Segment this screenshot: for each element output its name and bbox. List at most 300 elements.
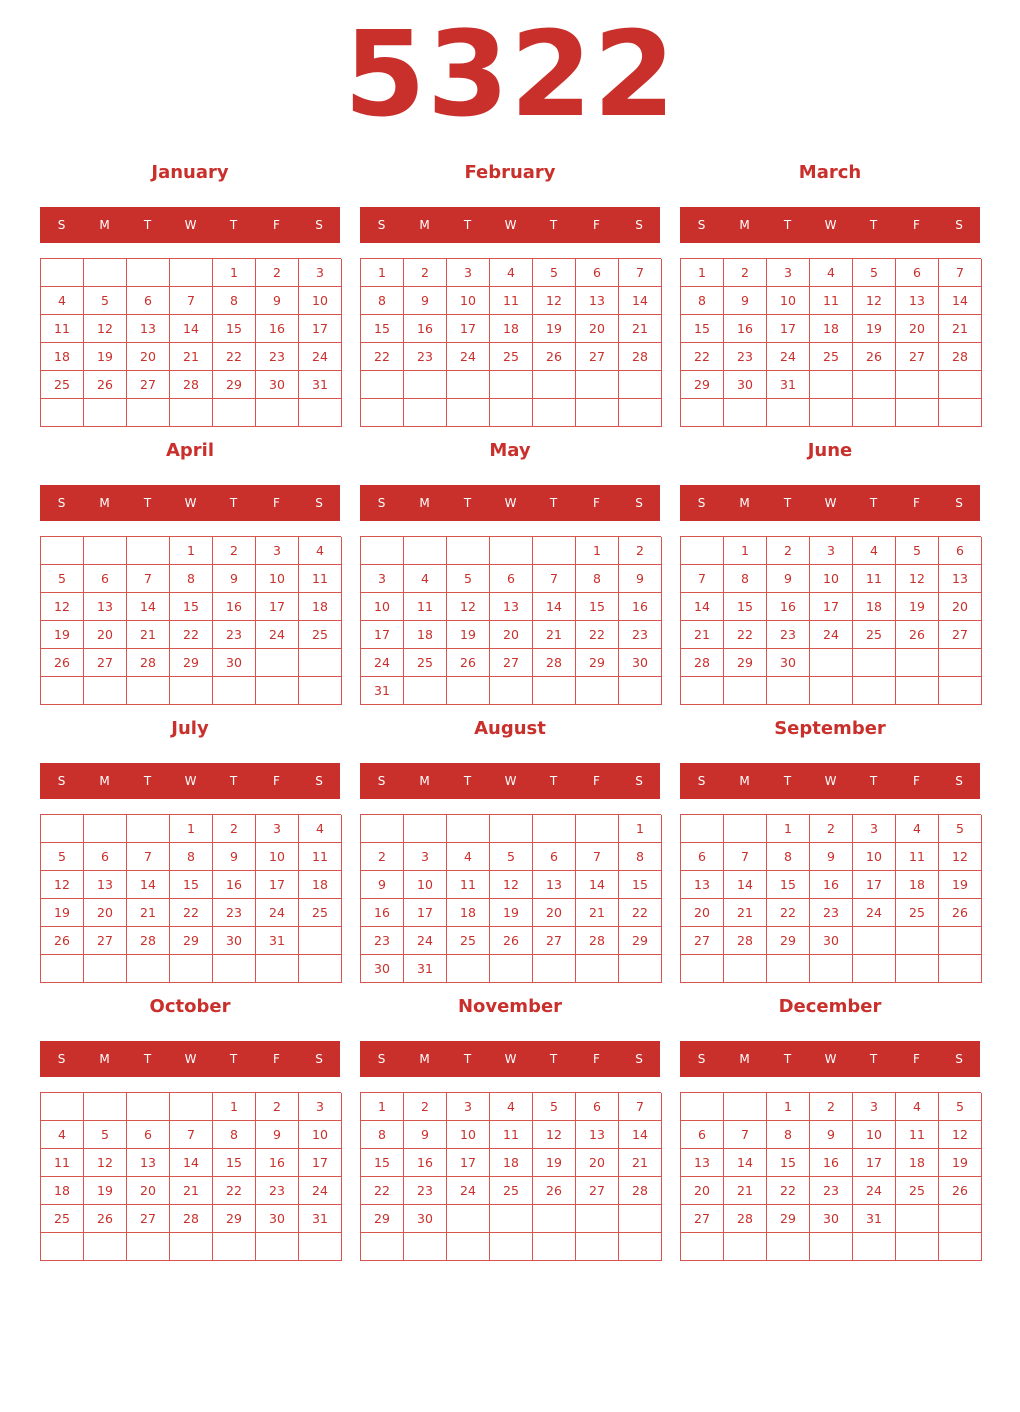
day-cell[interactable]: 12 — [490, 871, 533, 899]
day-cell[interactable]: 9 — [810, 843, 853, 871]
day-cell[interactable]: 4 — [853, 537, 896, 565]
day-cell[interactable]: 3 — [404, 843, 447, 871]
day-cell[interactable]: 26 — [853, 343, 896, 371]
day-cell[interactable]: 26 — [84, 371, 127, 399]
day-cell[interactable]: 22 — [170, 621, 213, 649]
day-cell[interactable]: 16 — [404, 315, 447, 343]
day-cell[interactable]: 12 — [533, 1121, 576, 1149]
day-cell[interactable]: 9 — [256, 1121, 299, 1149]
day-cell[interactable]: 29 — [361, 1205, 404, 1233]
day-cell[interactable]: 14 — [127, 871, 170, 899]
day-cell[interactable]: 16 — [404, 1149, 447, 1177]
day-cell[interactable]: 8 — [576, 565, 619, 593]
day-cell[interactable]: 14 — [170, 315, 213, 343]
day-cell[interactable]: 31 — [361, 677, 404, 705]
day-cell[interactable]: 26 — [533, 343, 576, 371]
day-cell[interactable]: 10 — [447, 287, 490, 315]
day-cell[interactable]: 21 — [533, 621, 576, 649]
day-cell[interactable]: 13 — [576, 287, 619, 315]
day-cell[interactable]: 17 — [361, 621, 404, 649]
day-cell[interactable]: 12 — [939, 843, 982, 871]
day-cell[interactable]: 23 — [767, 621, 810, 649]
day-cell[interactable]: 15 — [170, 871, 213, 899]
day-cell[interactable]: 11 — [490, 1121, 533, 1149]
day-cell[interactable]: 7 — [724, 1121, 767, 1149]
day-cell[interactable]: 24 — [299, 1177, 342, 1205]
day-cell[interactable]: 17 — [404, 899, 447, 927]
day-cell[interactable]: 2 — [256, 259, 299, 287]
day-cell[interactable]: 21 — [681, 621, 724, 649]
day-cell[interactable]: 20 — [84, 899, 127, 927]
day-cell[interactable]: 25 — [299, 621, 342, 649]
day-cell[interactable]: 5 — [490, 843, 533, 871]
day-cell[interactable]: 11 — [896, 843, 939, 871]
day-cell[interactable]: 11 — [447, 871, 490, 899]
day-cell[interactable]: 1 — [213, 1093, 256, 1121]
day-cell[interactable]: 6 — [896, 259, 939, 287]
day-cell[interactable]: 23 — [404, 343, 447, 371]
day-cell[interactable]: 9 — [810, 1121, 853, 1149]
day-cell[interactable]: 30 — [213, 927, 256, 955]
day-cell[interactable]: 19 — [939, 1149, 982, 1177]
day-cell[interactable]: 20 — [127, 1177, 170, 1205]
day-cell[interactable]: 21 — [127, 899, 170, 927]
day-cell[interactable]: 24 — [767, 343, 810, 371]
day-cell[interactable]: 6 — [490, 565, 533, 593]
day-cell[interactable]: 19 — [447, 621, 490, 649]
day-cell[interactable]: 2 — [724, 259, 767, 287]
day-cell[interactable]: 22 — [681, 343, 724, 371]
day-cell[interactable]: 20 — [84, 621, 127, 649]
day-cell[interactable]: 24 — [447, 343, 490, 371]
day-cell[interactable]: 27 — [490, 649, 533, 677]
day-cell[interactable]: 24 — [810, 621, 853, 649]
day-cell[interactable]: 30 — [619, 649, 662, 677]
day-cell[interactable]: 2 — [404, 1093, 447, 1121]
day-cell[interactable]: 30 — [213, 649, 256, 677]
day-cell[interactable]: 10 — [404, 871, 447, 899]
day-cell[interactable]: 19 — [853, 315, 896, 343]
day-cell[interactable]: 8 — [767, 843, 810, 871]
day-cell[interactable]: 22 — [576, 621, 619, 649]
day-cell[interactable]: 9 — [767, 565, 810, 593]
day-cell[interactable]: 5 — [84, 1121, 127, 1149]
day-cell[interactable]: 28 — [127, 649, 170, 677]
day-cell[interactable]: 11 — [41, 315, 84, 343]
day-cell[interactable]: 6 — [681, 843, 724, 871]
day-cell[interactable]: 18 — [853, 593, 896, 621]
day-cell[interactable]: 3 — [810, 537, 853, 565]
day-cell[interactable]: 2 — [256, 1093, 299, 1121]
day-cell[interactable]: 12 — [939, 1121, 982, 1149]
day-cell[interactable]: 30 — [810, 1205, 853, 1233]
day-cell[interactable]: 18 — [41, 1177, 84, 1205]
day-cell[interactable]: 9 — [256, 287, 299, 315]
day-cell[interactable]: 31 — [767, 371, 810, 399]
day-cell[interactable]: 9 — [213, 843, 256, 871]
day-cell[interactable]: 22 — [170, 899, 213, 927]
day-cell[interactable]: 16 — [256, 315, 299, 343]
day-cell[interactable]: 5 — [939, 815, 982, 843]
day-cell[interactable]: 17 — [299, 1149, 342, 1177]
day-cell[interactable]: 18 — [490, 1149, 533, 1177]
day-cell[interactable]: 10 — [361, 593, 404, 621]
day-cell[interactable]: 3 — [361, 565, 404, 593]
day-cell[interactable]: 12 — [533, 287, 576, 315]
day-cell[interactable]: 5 — [41, 843, 84, 871]
day-cell[interactable]: 27 — [681, 1205, 724, 1233]
day-cell[interactable]: 19 — [490, 899, 533, 927]
day-cell[interactable]: 3 — [256, 537, 299, 565]
day-cell[interactable]: 24 — [404, 927, 447, 955]
day-cell[interactable]: 8 — [170, 565, 213, 593]
day-cell[interactable]: 15 — [361, 315, 404, 343]
day-cell[interactable]: 22 — [213, 1177, 256, 1205]
day-cell[interactable]: 28 — [619, 1177, 662, 1205]
day-cell[interactable]: 20 — [681, 899, 724, 927]
day-cell[interactable]: 18 — [447, 899, 490, 927]
day-cell[interactable]: 1 — [170, 815, 213, 843]
day-cell[interactable]: 7 — [170, 287, 213, 315]
day-cell[interactable]: 13 — [84, 593, 127, 621]
day-cell[interactable]: 21 — [724, 899, 767, 927]
day-cell[interactable]: 7 — [939, 259, 982, 287]
day-cell[interactable]: 13 — [896, 287, 939, 315]
day-cell[interactable]: 26 — [447, 649, 490, 677]
day-cell[interactable]: 29 — [213, 1205, 256, 1233]
day-cell[interactable]: 22 — [767, 1177, 810, 1205]
day-cell[interactable]: 26 — [41, 927, 84, 955]
day-cell[interactable]: 14 — [724, 871, 767, 899]
day-cell[interactable]: 8 — [681, 287, 724, 315]
day-cell[interactable]: 10 — [853, 843, 896, 871]
day-cell[interactable]: 3 — [853, 815, 896, 843]
day-cell[interactable]: 19 — [84, 1177, 127, 1205]
day-cell[interactable]: 29 — [619, 927, 662, 955]
day-cell[interactable]: 8 — [767, 1121, 810, 1149]
day-cell[interactable]: 22 — [619, 899, 662, 927]
day-cell[interactable]: 5 — [84, 287, 127, 315]
day-cell[interactable]: 19 — [84, 343, 127, 371]
day-cell[interactable]: 22 — [767, 899, 810, 927]
day-cell[interactable]: 8 — [619, 843, 662, 871]
day-cell[interactable]: 14 — [533, 593, 576, 621]
day-cell[interactable]: 14 — [619, 1121, 662, 1149]
day-cell[interactable]: 21 — [170, 1177, 213, 1205]
day-cell[interactable]: 18 — [299, 593, 342, 621]
day-cell[interactable]: 15 — [619, 871, 662, 899]
day-cell[interactable]: 11 — [404, 593, 447, 621]
day-cell[interactable]: 8 — [724, 565, 767, 593]
day-cell[interactable]: 30 — [404, 1205, 447, 1233]
day-cell[interactable]: 2 — [810, 815, 853, 843]
day-cell[interactable]: 27 — [896, 343, 939, 371]
day-cell[interactable]: 9 — [404, 287, 447, 315]
day-cell[interactable]: 8 — [170, 843, 213, 871]
day-cell[interactable]: 17 — [447, 1149, 490, 1177]
day-cell[interactable]: 27 — [127, 1205, 170, 1233]
day-cell[interactable]: 25 — [41, 371, 84, 399]
day-cell[interactable]: 3 — [853, 1093, 896, 1121]
day-cell[interactable]: 22 — [213, 343, 256, 371]
day-cell[interactable]: 6 — [127, 287, 170, 315]
day-cell[interactable]: 9 — [619, 565, 662, 593]
day-cell[interactable]: 3 — [299, 259, 342, 287]
day-cell[interactable]: 28 — [724, 927, 767, 955]
day-cell[interactable]: 23 — [256, 1177, 299, 1205]
day-cell[interactable]: 31 — [256, 927, 299, 955]
day-cell[interactable]: 15 — [213, 1149, 256, 1177]
day-cell[interactable]: 19 — [41, 899, 84, 927]
day-cell[interactable]: 10 — [256, 843, 299, 871]
day-cell[interactable]: 20 — [533, 899, 576, 927]
day-cell[interactable]: 8 — [361, 1121, 404, 1149]
day-cell[interactable]: 12 — [41, 593, 84, 621]
day-cell[interactable]: 18 — [299, 871, 342, 899]
day-cell[interactable]: 28 — [681, 649, 724, 677]
day-cell[interactable]: 25 — [447, 927, 490, 955]
day-cell[interactable]: 31 — [299, 371, 342, 399]
day-cell[interactable]: 6 — [84, 843, 127, 871]
day-cell[interactable]: 20 — [490, 621, 533, 649]
day-cell[interactable]: 11 — [853, 565, 896, 593]
day-cell[interactable]: 23 — [724, 343, 767, 371]
day-cell[interactable]: 15 — [767, 1149, 810, 1177]
day-cell[interactable]: 9 — [724, 287, 767, 315]
day-cell[interactable]: 2 — [404, 259, 447, 287]
day-cell[interactable]: 9 — [404, 1121, 447, 1149]
day-cell[interactable]: 28 — [576, 927, 619, 955]
day-cell[interactable]: 6 — [127, 1121, 170, 1149]
day-cell[interactable]: 29 — [213, 371, 256, 399]
day-cell[interactable]: 1 — [767, 1093, 810, 1121]
day-cell[interactable]: 26 — [84, 1205, 127, 1233]
day-cell[interactable]: 21 — [619, 1149, 662, 1177]
day-cell[interactable]: 14 — [939, 287, 982, 315]
day-cell[interactable]: 5 — [533, 259, 576, 287]
day-cell[interactable]: 10 — [853, 1121, 896, 1149]
day-cell[interactable]: 14 — [619, 287, 662, 315]
day-cell[interactable]: 17 — [256, 593, 299, 621]
day-cell[interactable]: 25 — [490, 343, 533, 371]
day-cell[interactable]: 13 — [939, 565, 982, 593]
day-cell[interactable]: 7 — [127, 843, 170, 871]
day-cell[interactable]: 30 — [767, 649, 810, 677]
day-cell[interactable]: 28 — [170, 1205, 213, 1233]
day-cell[interactable]: 25 — [810, 343, 853, 371]
day-cell[interactable]: 25 — [896, 899, 939, 927]
day-cell[interactable]: 25 — [896, 1177, 939, 1205]
day-cell[interactable]: 22 — [361, 343, 404, 371]
day-cell[interactable]: 7 — [724, 843, 767, 871]
day-cell[interactable]: 30 — [810, 927, 853, 955]
day-cell[interactable]: 17 — [767, 315, 810, 343]
day-cell[interactable]: 13 — [127, 1149, 170, 1177]
day-cell[interactable]: 24 — [256, 621, 299, 649]
day-cell[interactable]: 5 — [41, 565, 84, 593]
day-cell[interactable]: 10 — [256, 565, 299, 593]
day-cell[interactable]: 19 — [939, 871, 982, 899]
day-cell[interactable]: 12 — [41, 871, 84, 899]
day-cell[interactable]: 1 — [576, 537, 619, 565]
day-cell[interactable]: 4 — [41, 1121, 84, 1149]
day-cell[interactable]: 11 — [299, 843, 342, 871]
day-cell[interactable]: 4 — [490, 1093, 533, 1121]
day-cell[interactable]: 1 — [170, 537, 213, 565]
day-cell[interactable]: 10 — [299, 287, 342, 315]
day-cell[interactable]: 2 — [619, 537, 662, 565]
day-cell[interactable]: 16 — [361, 899, 404, 927]
day-cell[interactable]: 3 — [299, 1093, 342, 1121]
day-cell[interactable]: 11 — [810, 287, 853, 315]
day-cell[interactable]: 24 — [447, 1177, 490, 1205]
day-cell[interactable]: 12 — [447, 593, 490, 621]
day-cell[interactable]: 29 — [724, 649, 767, 677]
day-cell[interactable]: 29 — [576, 649, 619, 677]
day-cell[interactable]: 3 — [256, 815, 299, 843]
day-cell[interactable]: 8 — [213, 287, 256, 315]
day-cell[interactable]: 14 — [681, 593, 724, 621]
day-cell[interactable]: 11 — [299, 565, 342, 593]
day-cell[interactable]: 28 — [533, 649, 576, 677]
day-cell[interactable]: 1 — [619, 815, 662, 843]
day-cell[interactable]: 25 — [490, 1177, 533, 1205]
day-cell[interactable]: 23 — [256, 343, 299, 371]
day-cell[interactable]: 6 — [533, 843, 576, 871]
day-cell[interactable]: 9 — [361, 871, 404, 899]
day-cell[interactable]: 27 — [939, 621, 982, 649]
day-cell[interactable]: 4 — [299, 815, 342, 843]
day-cell[interactable]: 11 — [41, 1149, 84, 1177]
day-cell[interactable]: 31 — [404, 955, 447, 983]
day-cell[interactable]: 5 — [447, 565, 490, 593]
day-cell[interactable]: 22 — [724, 621, 767, 649]
day-cell[interactable]: 15 — [361, 1149, 404, 1177]
day-cell[interactable]: 17 — [256, 871, 299, 899]
day-cell[interactable]: 20 — [127, 343, 170, 371]
day-cell[interactable]: 6 — [939, 537, 982, 565]
day-cell[interactable]: 10 — [299, 1121, 342, 1149]
day-cell[interactable]: 16 — [810, 871, 853, 899]
day-cell[interactable]: 1 — [361, 259, 404, 287]
day-cell[interactable]: 26 — [939, 1177, 982, 1205]
day-cell[interactable]: 21 — [170, 343, 213, 371]
day-cell[interactable]: 13 — [681, 871, 724, 899]
day-cell[interactable]: 14 — [576, 871, 619, 899]
day-cell[interactable]: 4 — [41, 287, 84, 315]
day-cell[interactable]: 7 — [127, 565, 170, 593]
day-cell[interactable]: 16 — [213, 593, 256, 621]
day-cell[interactable]: 27 — [533, 927, 576, 955]
day-cell[interactable]: 16 — [767, 593, 810, 621]
day-cell[interactable]: 31 — [299, 1205, 342, 1233]
day-cell[interactable]: 5 — [853, 259, 896, 287]
day-cell[interactable]: 5 — [939, 1093, 982, 1121]
day-cell[interactable]: 20 — [681, 1177, 724, 1205]
day-cell[interactable]: 27 — [127, 371, 170, 399]
day-cell[interactable]: 4 — [896, 815, 939, 843]
day-cell[interactable]: 11 — [490, 287, 533, 315]
day-cell[interactable]: 13 — [533, 871, 576, 899]
day-cell[interactable]: 3 — [767, 259, 810, 287]
day-cell[interactable]: 18 — [896, 871, 939, 899]
day-cell[interactable]: 22 — [361, 1177, 404, 1205]
day-cell[interactable]: 15 — [213, 315, 256, 343]
day-cell[interactable]: 2 — [213, 537, 256, 565]
day-cell[interactable]: 29 — [170, 649, 213, 677]
day-cell[interactable]: 26 — [896, 621, 939, 649]
day-cell[interactable]: 28 — [724, 1205, 767, 1233]
day-cell[interactable]: 4 — [490, 259, 533, 287]
day-cell[interactable]: 6 — [84, 565, 127, 593]
day-cell[interactable]: 24 — [361, 649, 404, 677]
day-cell[interactable]: 7 — [681, 565, 724, 593]
day-cell[interactable]: 15 — [681, 315, 724, 343]
day-cell[interactable]: 27 — [84, 927, 127, 955]
day-cell[interactable]: 30 — [256, 1205, 299, 1233]
day-cell[interactable]: 1 — [213, 259, 256, 287]
day-cell[interactable]: 23 — [361, 927, 404, 955]
day-cell[interactable]: 20 — [576, 315, 619, 343]
day-cell[interactable]: 25 — [853, 621, 896, 649]
day-cell[interactable]: 29 — [681, 371, 724, 399]
day-cell[interactable]: 23 — [619, 621, 662, 649]
day-cell[interactable]: 24 — [256, 899, 299, 927]
day-cell[interactable]: 26 — [533, 1177, 576, 1205]
day-cell[interactable]: 18 — [404, 621, 447, 649]
day-cell[interactable]: 25 — [299, 899, 342, 927]
day-cell[interactable]: 13 — [490, 593, 533, 621]
day-cell[interactable]: 11 — [896, 1121, 939, 1149]
day-cell[interactable]: 15 — [724, 593, 767, 621]
day-cell[interactable]: 1 — [767, 815, 810, 843]
day-cell[interactable]: 31 — [853, 1205, 896, 1233]
day-cell[interactable]: 18 — [41, 343, 84, 371]
day-cell[interactable]: 16 — [256, 1149, 299, 1177]
day-cell[interactable]: 29 — [767, 1205, 810, 1233]
day-cell[interactable]: 29 — [170, 927, 213, 955]
day-cell[interactable]: 6 — [681, 1121, 724, 1149]
day-cell[interactable]: 8 — [361, 287, 404, 315]
day-cell[interactable]: 20 — [896, 315, 939, 343]
day-cell[interactable]: 8 — [213, 1121, 256, 1149]
day-cell[interactable]: 16 — [619, 593, 662, 621]
day-cell[interactable]: 21 — [724, 1177, 767, 1205]
day-cell[interactable]: 16 — [724, 315, 767, 343]
day-cell[interactable]: 12 — [84, 1149, 127, 1177]
day-cell[interactable]: 16 — [810, 1149, 853, 1177]
day-cell[interactable]: 30 — [724, 371, 767, 399]
day-cell[interactable]: 13 — [681, 1149, 724, 1177]
day-cell[interactable]: 24 — [299, 343, 342, 371]
day-cell[interactable]: 25 — [404, 649, 447, 677]
day-cell[interactable]: 10 — [767, 287, 810, 315]
day-cell[interactable]: 26 — [939, 899, 982, 927]
day-cell[interactable]: 19 — [533, 1149, 576, 1177]
day-cell[interactable]: 4 — [810, 259, 853, 287]
day-cell[interactable]: 17 — [810, 593, 853, 621]
day-cell[interactable]: 28 — [127, 927, 170, 955]
day-cell[interactable]: 18 — [896, 1149, 939, 1177]
day-cell[interactable]: 1 — [361, 1093, 404, 1121]
day-cell[interactable]: 21 — [619, 315, 662, 343]
day-cell[interactable]: 19 — [896, 593, 939, 621]
day-cell[interactable]: 4 — [299, 537, 342, 565]
day-cell[interactable]: 26 — [41, 649, 84, 677]
day-cell[interactable]: 14 — [127, 593, 170, 621]
day-cell[interactable]: 5 — [896, 537, 939, 565]
day-cell[interactable]: 19 — [41, 621, 84, 649]
